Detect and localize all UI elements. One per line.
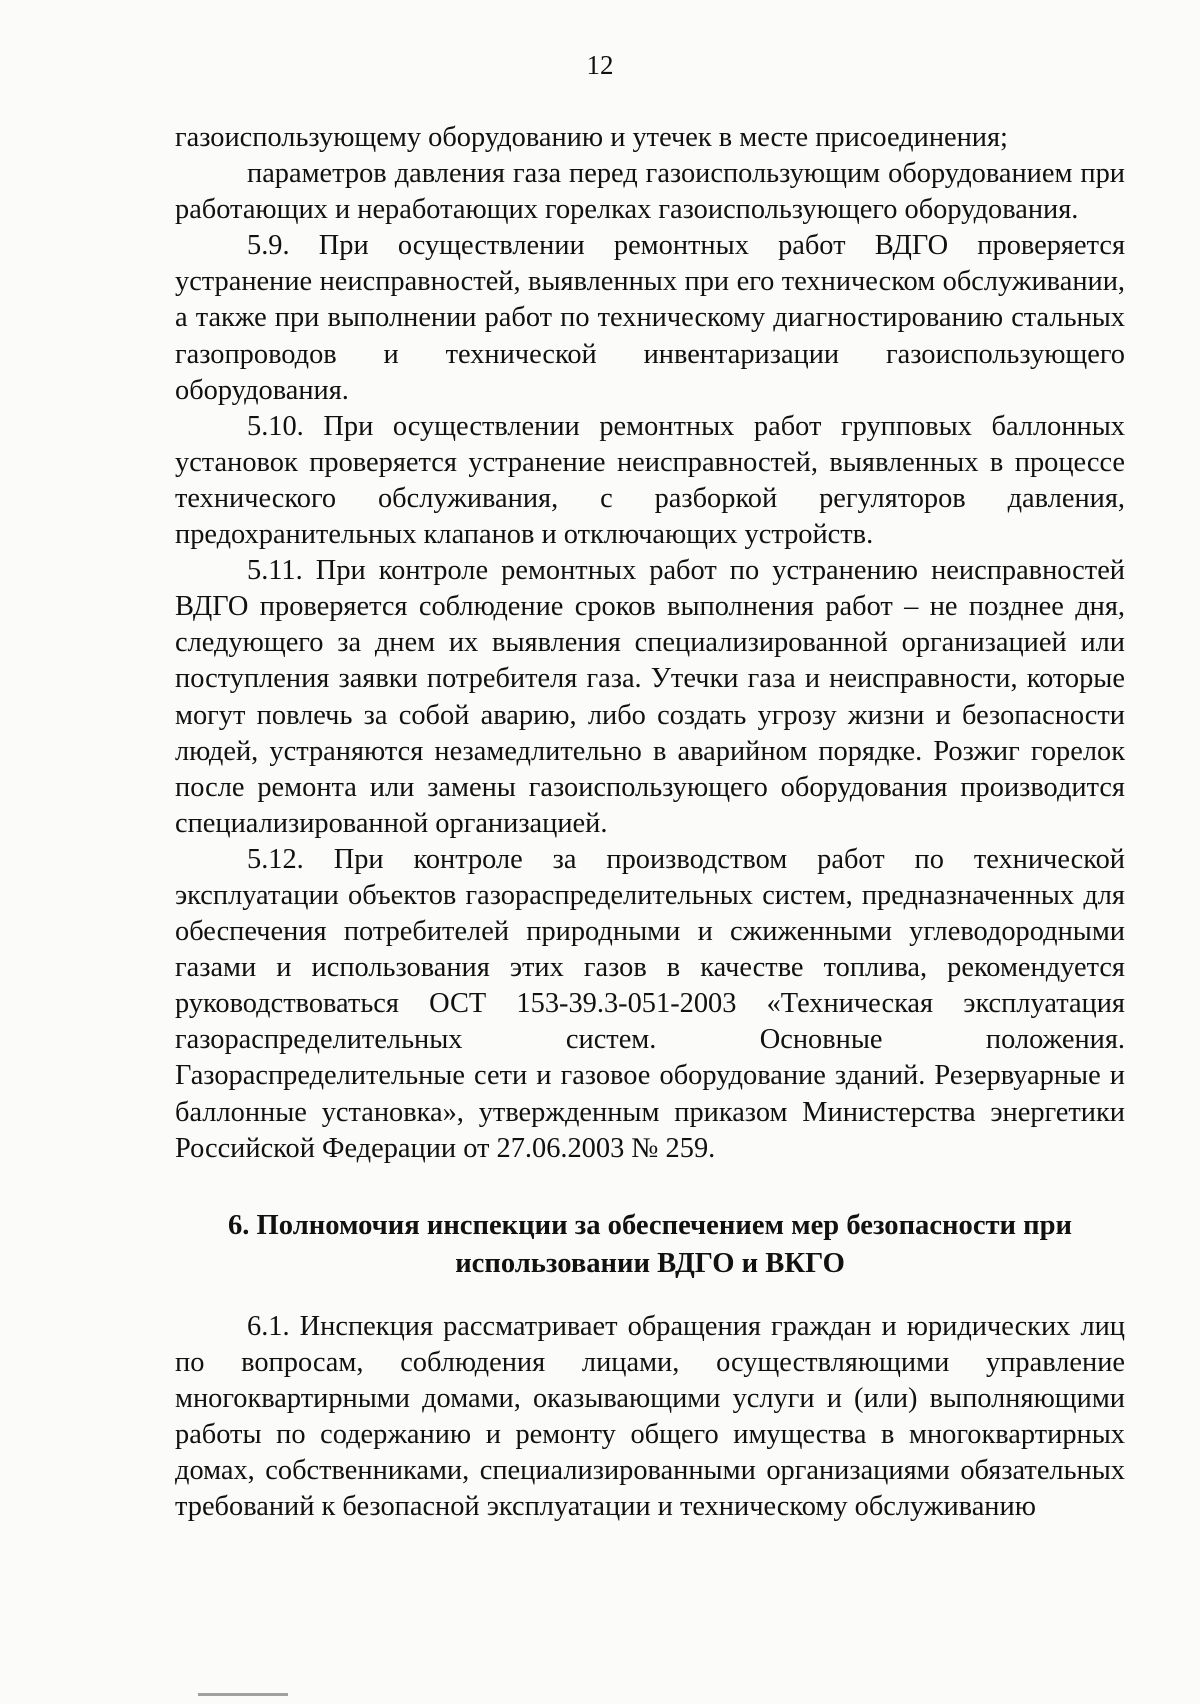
paragraph-5-12: 5.12. При контроле за производством работ по технической эксплуатации объектов газораспределительных систем, предназначенных для обеспечения потребителей природными и сжиженными углеводородными газами и использования этих газов в качестве топлива, рекомендуется руководствоваться ОСТ 153-39.3-051-2003 «Техническая эксплуатация газораспределительных систем. Основные положения. Газораспределительные сети и газовое оборудование зданий. Резервуарные и баллонные установка», утвержденным приказом Министерства энергетики Российской Федерации от 27.06.2003 № 259.: [175, 843, 1125, 1164]
paragraph-5-9: 5.9. При осуществлении ремонтных работ ВДГО проверяется устранение неисправностей, выявленных при его техническом обслуживании, а также при выполнении работ по техническому диагностированию стальных газопроводов и технической инвентаризации газоиспользующего оборудования.: [175, 230, 1125, 406]
paragraph-continuation: газоиспользующему оборудованию и утечек в месте присоединения;: [175, 122, 1008, 153]
paragraph-5-10: 5.10. При осуществлении ремонтных работ групповых баллонных установок проверяется устранение неисправностей, выявленных в процессе технического обслуживания, с разборкой регуляторов давления, предохранительных клапанов и отключающих устройств.: [175, 410, 1125, 551]
section-6-heading-line2: использовании ВДГО и ВКГО: [455, 1247, 845, 1279]
paragraph-6-1: 6.1. Инспекция рассматривает обращения граждан и юридических лиц по вопросам, соблюдения лицами, осуществляющими управление многоквартирными домами, оказывающими услуги и (или) выполняющими работы по содержанию и ремонту общего имущества в многоквартирных домах, собственниками, специализированными организациями обязательных требований к безопасной эксплуатации и техническому обслуживанию: [175, 1310, 1125, 1523]
page-number: 12: [586, 50, 614, 80]
scan-edge-mark: [198, 1693, 288, 1696]
document-body: [175, 120, 1125, 1525]
section-6-heading-line1: 6. Полномочия инспекции за обеспечением мер безопасности при: [227, 1209, 1073, 1241]
paragraph-5-11: 5.11. При контроле ремонтных работ по устранению неисправностей ВДГО проверяется соблюдение сроков выполнения работ – не позднее дня, следующего за днем их выявления специализированной организацией или поступления заявки потребителя газа. Утечки газа и неисправности, которые могут повлечь за собой аварию, либо создать угрозу жизни и безопасности людей, устраняются незамедлительно в аварийном порядке. Розжиг горелок после ремонта или замены газоиспользующего оборудования производится специализированной организацией.: [175, 555, 1125, 839]
paragraph-gas-pressure: параметров давления газа перед газоиспользующим оборудованием при работающих и неработающих горелках газоиспользующего оборудования.: [175, 158, 1125, 226]
section-6-heading: [175, 1207, 1125, 1283]
